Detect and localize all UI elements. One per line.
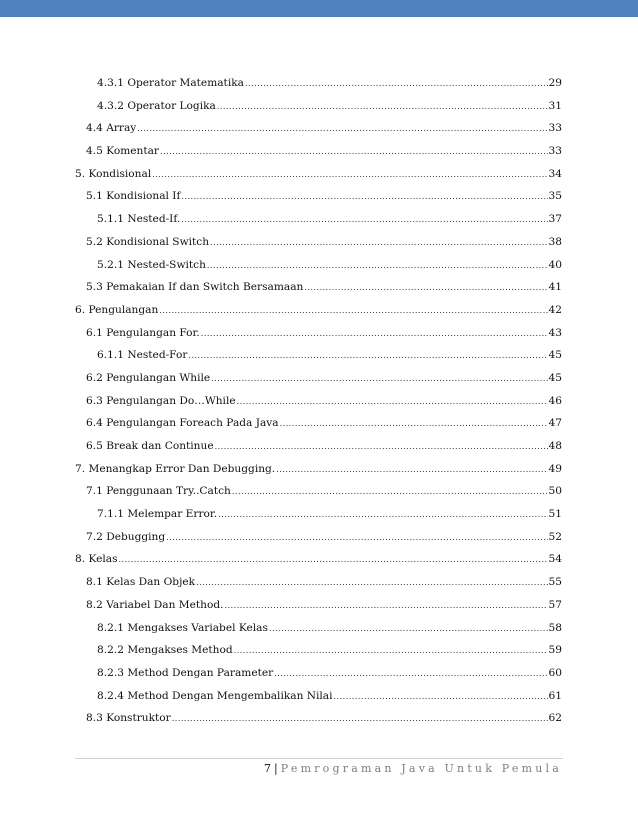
toc-entry-page: 58 (548, 621, 562, 634)
toc-entry[interactable] (75, 685, 562, 708)
toc-dot-leader (215, 436, 548, 459)
footer-separator: | (274, 762, 278, 775)
toc-entry-page: 54 (548, 553, 562, 566)
toc-entry-title: 7.1.1 Melempar Error. (97, 508, 218, 521)
toc-entry-title: 5.1.1 Nested-If. (97, 213, 181, 226)
toc-entry[interactable] (75, 117, 562, 140)
toc-dot-leader (217, 96, 548, 119)
toc-entry[interactable] (75, 639, 562, 662)
toc-entry[interactable] (75, 435, 562, 458)
toc-dot-leader (137, 118, 547, 141)
toc-entry-title: 8.3 Konstruktor (86, 712, 171, 725)
toc-entry-page: 41 (548, 281, 562, 294)
toc-entry-title: 4.3.2 Operator Logika (97, 99, 216, 112)
toc-entry-page: 50 (548, 485, 562, 498)
toc-entry[interactable] (75, 163, 562, 186)
toc-entry-page: 31 (548, 99, 562, 112)
toc-entry-page: 37 (548, 213, 562, 226)
toc-entry[interactable] (75, 503, 562, 526)
toc-dot-leader (207, 255, 548, 278)
toc-entry-page: 60 (548, 666, 562, 679)
toc-dot-leader (334, 686, 548, 709)
toc-entry-title: 8.2.2 Mengakses Method (97, 644, 233, 657)
toc-dot-leader (245, 73, 548, 96)
toc-dot-leader (160, 141, 548, 164)
toc-entry-page: 34 (548, 167, 562, 180)
toc-entry[interactable] (75, 254, 562, 277)
toc-entry[interactable] (75, 276, 562, 299)
toc-dot-leader (210, 232, 547, 255)
toc-entry[interactable] (75, 458, 562, 481)
toc-entry-title: 8.2.4 Method Dengan Mengembalikan Nilai (97, 689, 333, 702)
toc-entry[interactable] (75, 95, 562, 118)
toc-entry-title: 6.1.1 Nested-For (97, 349, 188, 362)
toc-entry-page: 49 (548, 462, 562, 475)
toc-dot-leader (234, 640, 548, 663)
table-of-contents (75, 72, 562, 730)
toc-entry-page: 42 (548, 303, 562, 316)
toc-dot-leader (152, 164, 547, 187)
footer-book-title: Pemrograman Java Untuk Pemula (280, 762, 562, 775)
toc-entry-title: 8.2 Variabel Dan Method. (86, 598, 224, 611)
toc-dot-leader (274, 663, 547, 686)
toc-dot-leader (225, 595, 548, 618)
toc-dot-leader (276, 459, 547, 482)
toc-entry-title: 4.5 Komentar (86, 145, 159, 158)
toc-entry-page: 61 (548, 689, 562, 702)
toc-entry-title: 8.2.1 Mengakses Variabel Kelas (97, 621, 268, 634)
toc-entry-page: 35 (548, 190, 562, 203)
toc-entry-page: 40 (548, 258, 562, 271)
toc-dot-leader (232, 481, 548, 504)
toc-entry-page: 45 (548, 349, 562, 362)
toc-dot-leader (196, 572, 547, 595)
toc-entry[interactable] (75, 367, 562, 390)
toc-entry[interactable] (75, 571, 562, 594)
toc-entry-title: 6.4 Pengulangan Foreach Pada Java (86, 417, 279, 430)
toc-entry[interactable] (75, 594, 562, 617)
toc-dot-leader (181, 209, 547, 232)
toc-entry[interactable] (75, 412, 562, 435)
toc-entry-page: 33 (548, 145, 562, 158)
toc-entry[interactable] (75, 299, 562, 322)
toc-entry-title: 4.4 Array (86, 122, 137, 135)
footer-page-number: 7 (264, 762, 272, 775)
toc-entry[interactable] (75, 548, 562, 571)
toc-entry-title: 4.3.1 Operator Matematika (97, 77, 244, 89)
toc-dot-leader (269, 618, 548, 641)
toc-entry-page: 57 (548, 598, 562, 611)
toc-entry-title: 8.2.3 Method Dengan Parameter (97, 666, 274, 679)
toc-entry-page: 33 (548, 122, 562, 135)
toc-dot-leader (280, 413, 548, 436)
toc-dot-leader (119, 549, 548, 572)
toc-entry-page: 62 (548, 712, 562, 725)
toc-entry-page: 29 (548, 77, 562, 89)
toc-entry[interactable] (75, 72, 562, 95)
toc-entry-title: 8. Kelas (75, 553, 118, 566)
toc-entry-title: 5.3 Pemakaian If dan Switch Bersamaan (86, 281, 304, 294)
header-color-bar (0, 0, 638, 17)
toc-entry[interactable] (75, 140, 562, 163)
toc-entry-page: 51 (548, 508, 562, 521)
toc-dot-leader (218, 504, 547, 527)
toc-entry-page: 46 (548, 394, 562, 407)
toc-entry[interactable] (75, 390, 562, 413)
toc-entry-title: 5.1 Kondisional If (86, 190, 181, 203)
toc-entry-title: 6.3 Pengulangan Do…While (86, 394, 236, 407)
toc-entry[interactable] (75, 231, 562, 254)
toc-dot-leader (181, 186, 547, 209)
toc-entry-title: 7.2 Debugging (86, 530, 166, 543)
toc-entry-title: 5.2 Kondisional Switch (86, 235, 210, 248)
toc-entry-page: 43 (548, 326, 562, 339)
toc-entry-page: 52 (548, 530, 562, 543)
toc-dot-leader (304, 277, 547, 300)
toc-entry-title: 5. Kondisional (75, 167, 152, 180)
toc-entry-title: 7.1 Penggunaan Try..Catch (86, 485, 231, 498)
toc-entry[interactable] (75, 344, 562, 367)
footer-divider (75, 758, 563, 759)
toc-entry-title: 8.1 Kelas Dan Objek (86, 576, 196, 589)
toc-entry-page: 55 (548, 576, 562, 589)
toc-entry[interactable] (75, 208, 562, 231)
toc-entry-title: 6.1 Pengulangan For. (86, 326, 200, 339)
toc-dot-leader (172, 708, 548, 731)
toc-entry[interactable] (75, 617, 562, 640)
toc-entry-page: 38 (548, 235, 562, 248)
toc-entry[interactable] (75, 480, 562, 503)
toc-entry-title: 6.5 Break dan Continue (86, 440, 214, 452)
toc-dot-leader (211, 368, 547, 391)
toc-dot-leader (159, 300, 547, 323)
toc-entry[interactable] (75, 662, 562, 685)
page-footer (264, 762, 562, 775)
toc-dot-leader (201, 323, 548, 346)
toc-dot-leader (237, 391, 548, 414)
toc-entry[interactable] (75, 707, 562, 730)
toc-entry[interactable] (75, 185, 562, 208)
toc-entry-title: 5.2.1 Nested-Switch (97, 258, 206, 271)
toc-entry-page: 59 (548, 644, 562, 657)
toc-entry-page: 47 (548, 417, 562, 430)
toc-entry-page: 45 (548, 371, 562, 384)
toc-dot-leader (188, 345, 547, 368)
toc-entry[interactable] (75, 322, 562, 345)
toc-entry-title: 6.2 Pengulangan While (86, 371, 211, 384)
toc-entry-page: 48 (548, 440, 562, 452)
toc-entry-title: 6. Pengulangan (75, 303, 159, 316)
toc-dot-leader (166, 527, 547, 550)
toc-entry[interactable] (75, 526, 562, 549)
toc-entry-title: 7. Menangkap Error Dan Debugging. (75, 462, 276, 475)
